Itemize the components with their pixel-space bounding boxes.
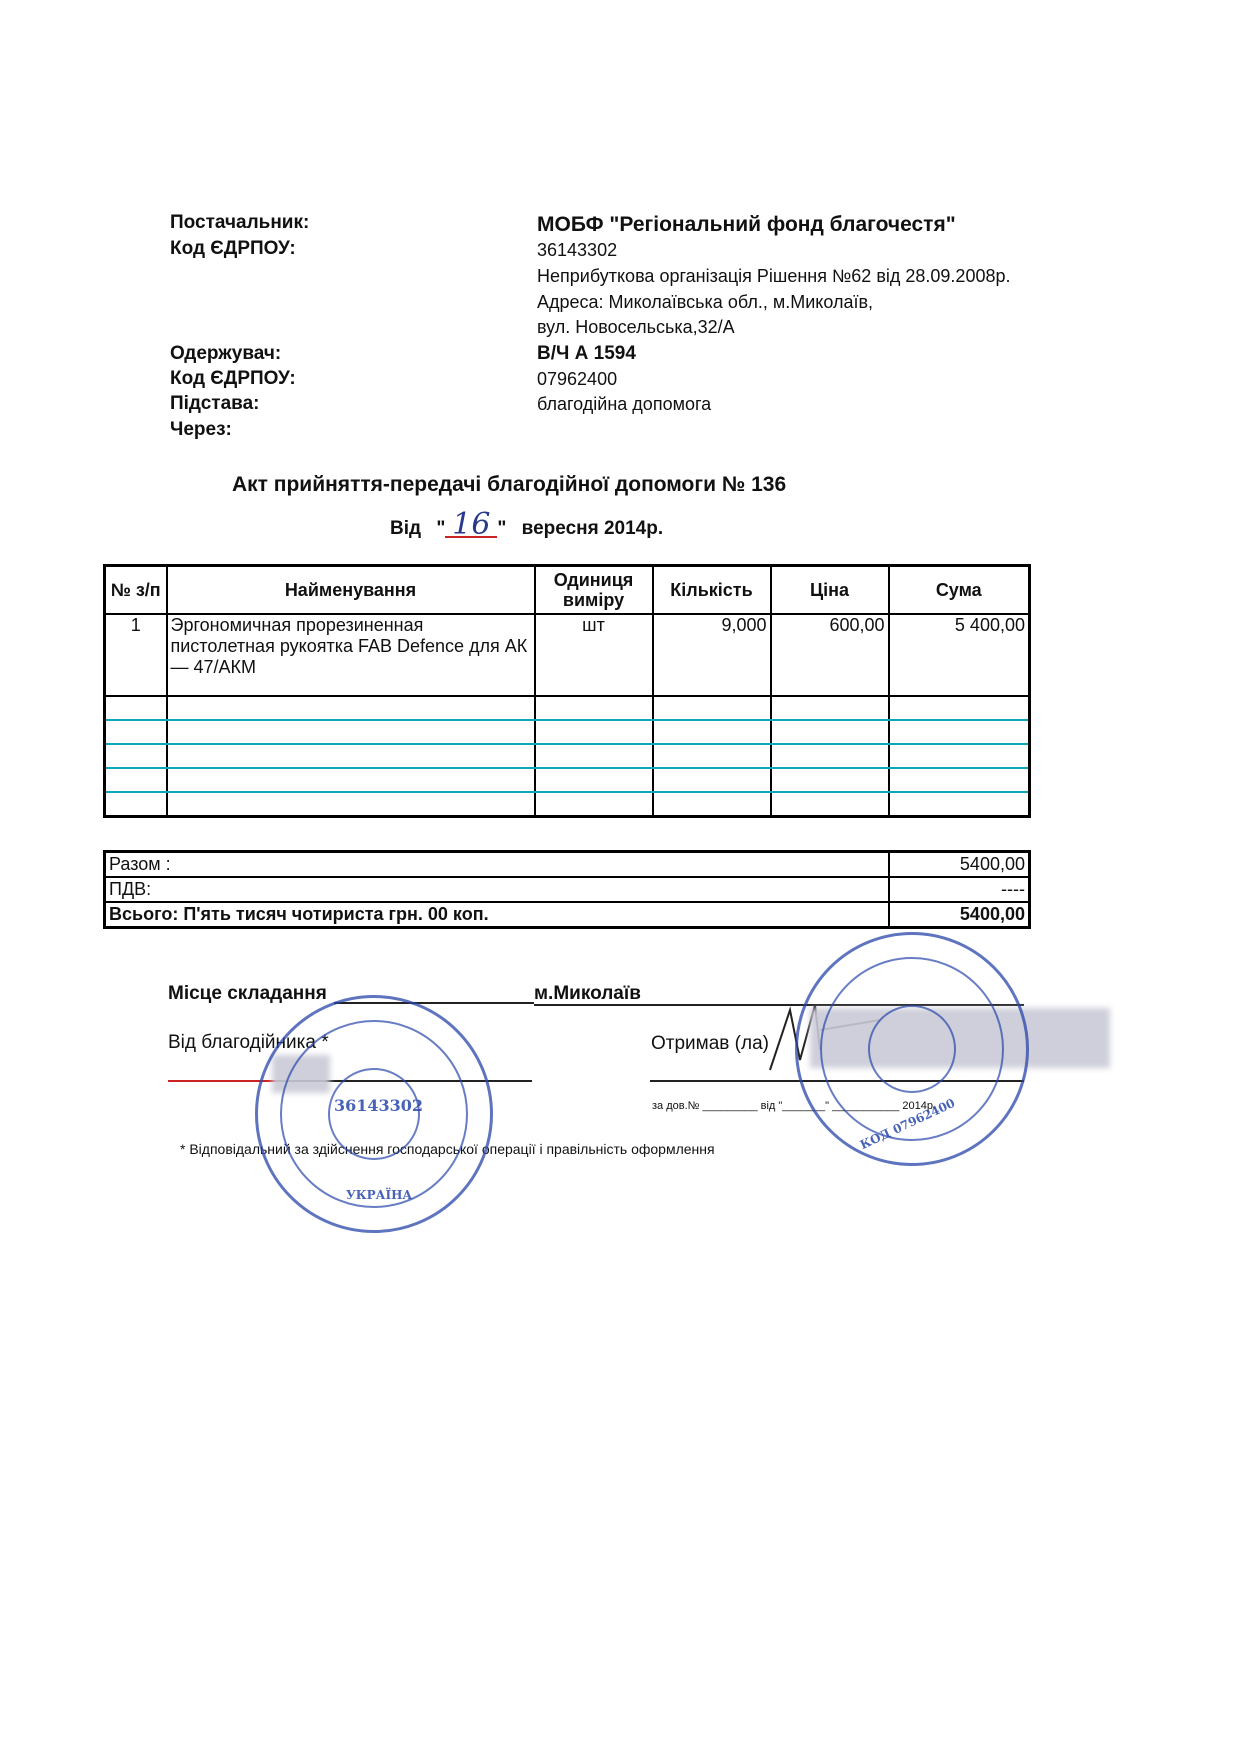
via-label: Через: [170, 419, 232, 440]
subtotal-value: 5400,00 [889, 852, 1030, 878]
total-value: 5400,00 [889, 902, 1030, 928]
total-label: Всього: П'ять тисяч чотириста грн. 00 коп. [105, 902, 889, 928]
supplier-name: МОБФ "Регіональний фонд благочестя" [537, 213, 956, 236]
supplier-label: Постачальник: [170, 212, 310, 233]
items-table [103, 564, 1031, 818]
row-num: 1 [105, 614, 167, 696]
from-label: Від благодійника * [168, 1032, 329, 1053]
right-stamp-code: КОД 07962400 [857, 1095, 958, 1153]
left-stamp-country: УКРАЇНА [346, 1188, 413, 1202]
header-sum: Сума [889, 566, 1030, 615]
header-name: Найменування [167, 566, 535, 615]
row-name: Эргономичная прорезиненная пистолетная рукоятка FAB Defence для АК — 47/АКМ [167, 614, 535, 696]
footnote: * Відповідальний за здійснення господарської операції і правільність оформлення [180, 1141, 715, 1157]
totals-table [103, 850, 1031, 929]
subtotal-label: Разом : [105, 852, 889, 878]
supplier-code: 36143302 [537, 240, 618, 260]
supplier-code-label: Код ЄДРПОУ: [170, 238, 296, 259]
date-prefix: Від [390, 518, 422, 539]
receiver-code: 07962400 [537, 369, 618, 389]
date-day: 16 [445, 514, 497, 538]
row-sum: 5 400,00 [889, 614, 1030, 696]
left-stamp [255, 995, 493, 1233]
basis-label: Підстава: [170, 393, 260, 414]
row-price: 600,00 [771, 614, 889, 696]
row-unit: шт [535, 614, 653, 696]
header-num: № з/п [105, 566, 167, 615]
supplier-address-line2: вул. Новосельська,32/А [537, 317, 735, 337]
act-date [390, 507, 664, 542]
received-label: Отримав (ла) [651, 1033, 769, 1054]
vat-row [105, 877, 1030, 902]
header-price: Ціна [771, 566, 889, 615]
row-qty: 9,000 [653, 614, 771, 696]
empty-row [105, 744, 1030, 768]
date-rest: вересня 2014р. [521, 518, 664, 539]
date-quote-close: " [497, 518, 507, 539]
place-label: Місце складання [168, 983, 327, 1004]
receiver-label: Одержувач: [170, 343, 282, 364]
supplier-note: Неприбуткова організація Рішення №62 від 28.09.2008р. [537, 266, 1011, 286]
act-title: Акт прийняття-передачі благодійної допомоги № 136 [232, 473, 787, 496]
receiver-name: В/Ч А 1594 [537, 343, 636, 364]
basis-value: благодійна допомога [537, 394, 712, 414]
empty-row [105, 696, 1030, 720]
place-value: м.Миколаїв [534, 983, 641, 1004]
items-header-row [105, 566, 1030, 615]
header-qty: Кількість [653, 566, 771, 615]
empty-row [105, 720, 1030, 744]
empty-row [105, 768, 1030, 792]
empty-row [105, 792, 1030, 817]
supplier-address-line1: Адреса: Миколаївська обл., м.Миколаїв, [537, 292, 874, 312]
left-stamp-code: 36143302 [334, 1096, 424, 1115]
contract-line: за дов.№ _________ від "_______" ___________ 2014р. [652, 1100, 937, 1112]
vat-value: ---- [889, 877, 1030, 902]
header-unit: Одиниця виміру [535, 566, 653, 615]
right-stamp [795, 932, 1029, 1166]
subtotal-row [105, 852, 1030, 878]
vat-label: ПДВ: [105, 877, 889, 902]
receiver-code-label: Код ЄДРПОУ: [170, 368, 296, 389]
total-row [105, 902, 1030, 928]
date-quote-open: " [436, 518, 446, 539]
table-row [105, 614, 1030, 696]
